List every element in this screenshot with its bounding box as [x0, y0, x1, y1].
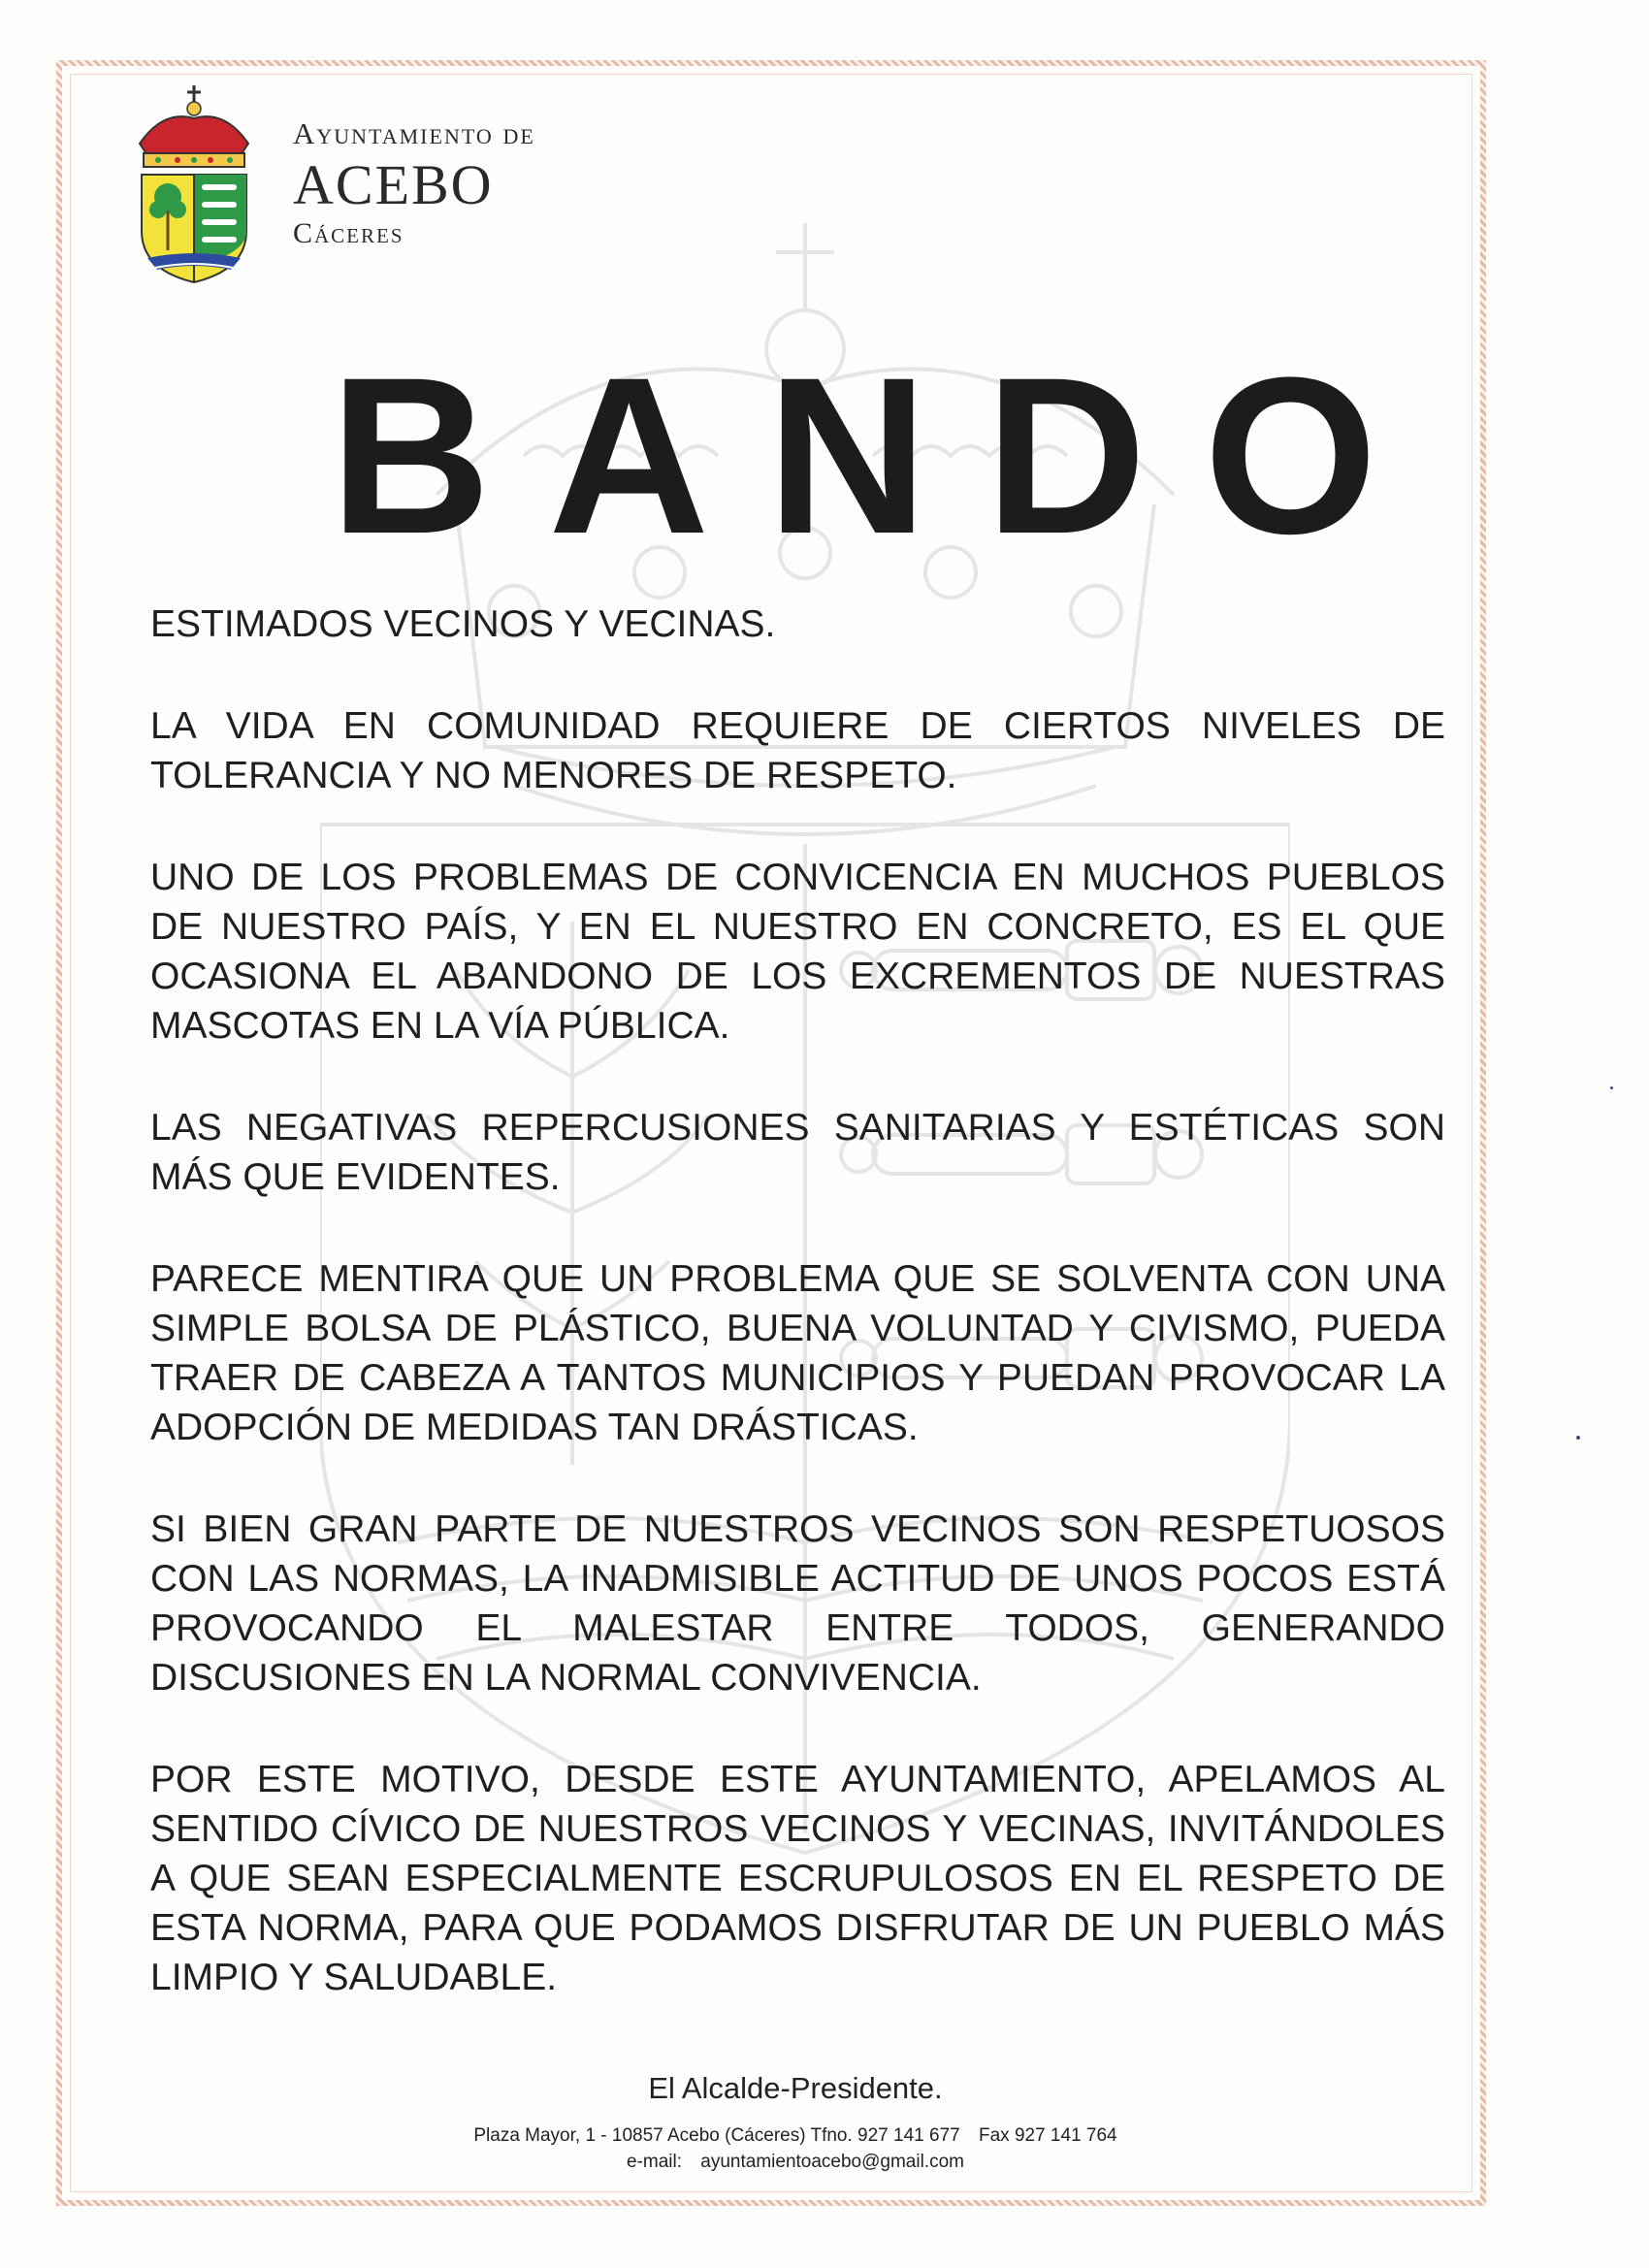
- scan-speck: [1576, 1436, 1580, 1440]
- signature: El Alcalde-Presidente.: [648, 2071, 943, 2105]
- header-province: Cáceres: [293, 217, 404, 249]
- title-letter: B: [330, 331, 492, 580]
- footer-address: Plaza Mayor, 1 - 10857 Acebo (Cáceres) Tfno. 927 141 677: [473, 2125, 960, 2146]
- footer-fax: Fax 927 141 764: [979, 2125, 1117, 2146]
- footer-email-label: e-mail:: [626, 2152, 682, 2172]
- footer-email: ayuntamientoacebo@gmail.com: [700, 2152, 964, 2172]
- title-letter: A: [548, 331, 710, 580]
- title-letter: D: [985, 331, 1147, 580]
- paragraph-greeting: ESTIMADOS VECINOS Y VECINAS.: [150, 603, 776, 645]
- paragraph-4: LAS NEGATIVAS REPERCUSIONES SANITARIAS Y ESTÉTICAS SON MÁS QUE EVIDENTES.: [150, 1107, 1445, 1198]
- footer-contact: [0, 2122, 1591, 2175]
- municipality-header: [293, 116, 535, 250]
- notice-body: [150, 599, 1445, 2055]
- title-letter: O: [1204, 331, 1377, 580]
- coat-of-arms-logo: [134, 85, 254, 284]
- paragraph-6: SI BIEN GRAN PARTE DE NUESTROS VECINOS SON RESPETUOSOS CON LAS NORMAS, LA INADMISIBLE ACTITUD DE UNOS POCOS ESTÁ PROVOCANDO EL MALESTAR ENTRE TODOS, GENERANDO DISCUSIONES EN LA NORMAL CONVIVENCIA.: [150, 1508, 1445, 1699]
- paragraph-5: PARECE MENTIRA QUE UN PROBLEMA QUE SE SOLVENTA CON UNA SIMPLE BOLSA DE PLÁSTICO, BUENA VOLUNTAD Y CIVISMO, PUEDA TRAER DE CABEZA A TANTOS MUNICIPIOS Y PUEDAN PROVOCAR LA ADOPCIÓN DE MEDIDAS TAN DRÁSTICAS.: [150, 1258, 1445, 1448]
- paragraph-7: POR ESTE MOTIVO, DESDE ESTE AYUNTAMIENTO, APELAMOS AL SENTIDO CÍVICO DE NUESTROS VECINOS Y VECINAS, INVITÁNDOLES A QUE SEAN ESPECIALMENTE ESCRUPULOSOS EN EL RESPETO DE ESTA NORMA, PARA QUE PODAMOS DISFRUTAR DE UN PUEBLO MÁS LIMPIO Y SALUDABLE.: [150, 1759, 1445, 1998]
- bando-title: [330, 331, 1377, 580]
- paragraph-3: UNO DE LOS PROBLEMAS DE CONVICENCIA EN MUCHOS PUEBLOS DE NUESTRO PAÍS, Y EN EL NUESTRO EN CONCRETO, ES EL QUE OCASIONA EL ABANDONO DE LOS EXCREMENTOS DE NUESTRAS MASCOTAS EN LA VÍA PÚBLICA.: [150, 857, 1445, 1047]
- paragraph-2: LA VIDA EN COMUNIDAD REQUIERE DE CIERTOS NIVELES DE TOLERANCIA Y NO MENORES DE RESPETO.: [150, 705, 1445, 796]
- scan-speck: [1610, 1086, 1613, 1089]
- title-letter: N: [766, 331, 928, 580]
- header-town-name: ACEBO: [293, 153, 494, 216]
- header-line-1: Ayuntamiento de: [293, 116, 535, 150]
